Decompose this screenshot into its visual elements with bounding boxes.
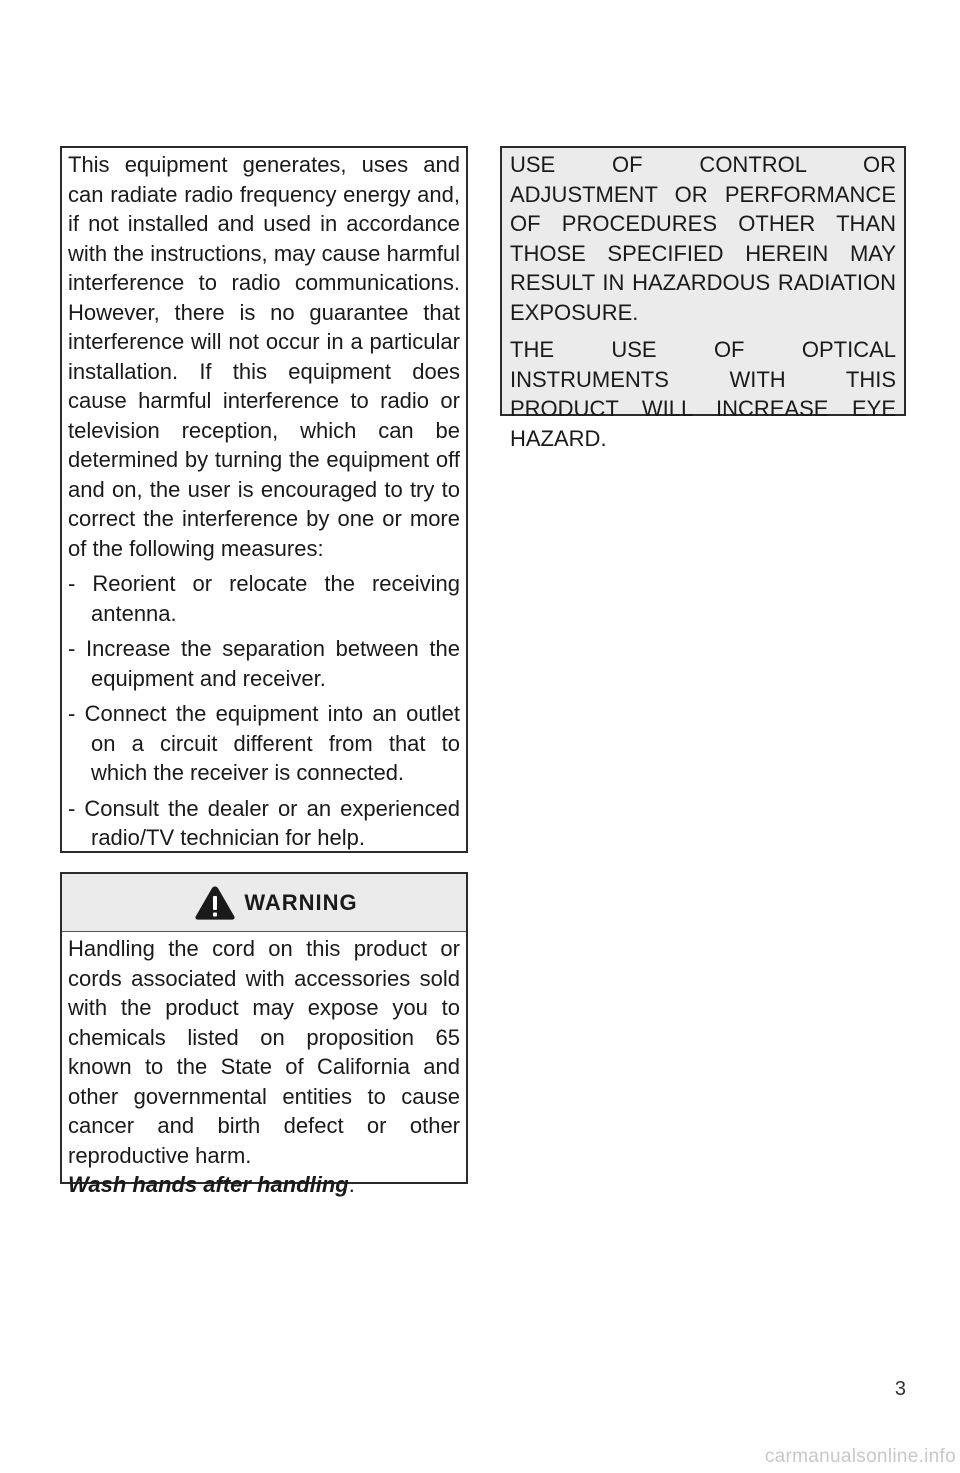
fcc-measure-item: - Increase the separation between the equipment and receiver. (68, 636, 460, 691)
fcc-measure-item: - Consult the dealer or an experienced radio/TV technician for help. (68, 795, 460, 850)
laser-caution-paragraph: THE USE OF OPTICAL INSTRUMENTS WITH THIS PRODUCT WILL INCREASE EYE HAZARD. (510, 337, 896, 451)
warning-text: Handling the cord on this product or cords associated with accessories sold with the product may expose you to chemicals listed on proposition 65 known to the State of California and other governmental entities to cause cancer and birth defect or other reproductive harm. (68, 936, 460, 1168)
fcc-notice-paragraph: This equipment generates, uses and can radiate radio frequency energy and, if not installed and used in accordance with the instructions, may cause harmful interference to radio communications. However, there is no guarantee that interference will not occur in a particular installation. If this equipment does cause harmful interference to radio or television reception, which can be determined by turning the equipment off and on, the user is encouraged to try to correct the interference by one or more of the following measures: (68, 152, 460, 561)
warning-title: WARNING (244, 889, 358, 915)
fcc-measure-item: - Connect the equipment into an outlet on a circuit different from that to which the receiver is connected. (68, 701, 460, 785)
warning-body (62, 932, 466, 1200)
warning-emphasis: Wash hands after handling (68, 1172, 349, 1197)
warning-box (60, 872, 468, 1197)
laser-caution-box (500, 146, 906, 451)
warning-emphasis-line (68, 1170, 460, 1200)
fcc-measure-item: - Reorient or relocate the receiving antenna. (68, 571, 460, 626)
watermark: carmanualsonline.info (764, 1446, 956, 1467)
warning-header (62, 874, 466, 932)
warning-emphasis-suffix: . (348, 1172, 355, 1197)
laser-caution-paragraph: USE OF CONTROL OR ADJUSTMENT OR PERFORMANCE OF PROCEDURES OTHER THAN THOSE SPECIFIED HEREIN MAY RESULT IN HAZARDOUS RADIATION EXPOSURE. (510, 152, 896, 325)
page-number: 3 (894, 1378, 906, 1400)
fcc-notice-box (60, 146, 468, 853)
warning-triangle-icon (194, 885, 236, 921)
